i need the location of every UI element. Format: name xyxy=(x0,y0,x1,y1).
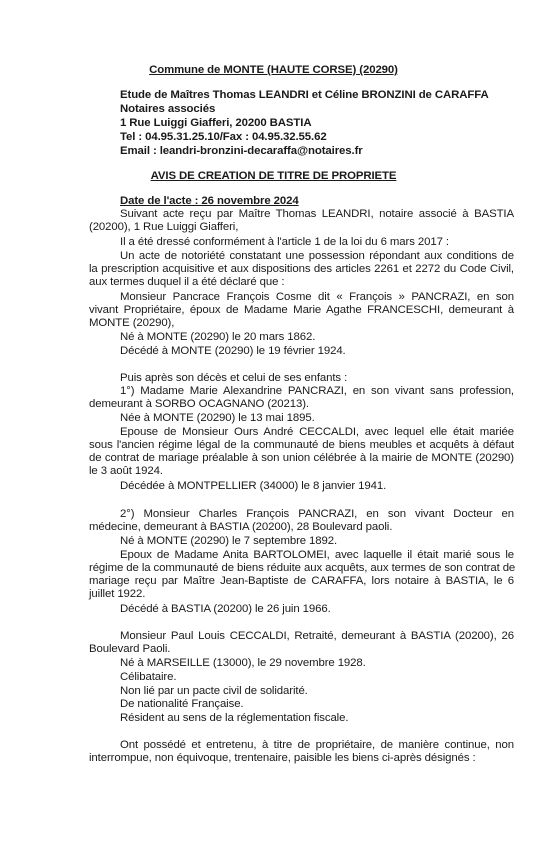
body-line: interrompue, non équivoque, trentenaire, paisible les biens ci-après désignés : xyxy=(89,752,476,764)
tel-fax-line: Tel : 04.95.31.25.10/Fax : 04.95.32.55.62 xyxy=(120,131,327,143)
body-line: demeurant à SORBO OCAGNANO (20213). xyxy=(89,398,309,410)
body-line: Epouse de Monsieur Ours André CECCALDI, avec lequel elle était mariée xyxy=(120,426,514,438)
body-line: Décédée à MONTPELLIER (34000) le 8 janvier 1941. xyxy=(120,480,387,492)
body-line: Célibataire. xyxy=(120,671,177,683)
body-line: Né à MARSEILLE (13000), le 29 novembre 1928. xyxy=(120,657,366,669)
body-line: Née à MONTE (20290) le 13 mai 1895. xyxy=(120,412,315,424)
body-line: Non lié par un pacte civil de solidarité. xyxy=(120,685,308,697)
body-line: Ont possédé et entretenu, à titre de propriétaire, de manière continue, non xyxy=(120,739,514,751)
body-line: sous l'ancien régime légal de la communauté de biens meubles et acquêts à défaut xyxy=(89,439,514,451)
body-line: Puis après son décès et celui de ses enfants : xyxy=(120,372,348,384)
email-line: Email : leandri-bronzini-decaraffa@notaires.fr xyxy=(120,145,363,157)
etude-line: Etude de Maîtres Thomas LEANDRI et Céline BRONZINI de CARAFFA xyxy=(120,89,489,101)
body-line: Né à MONTE (20290) le 20 mars 1862. xyxy=(120,331,316,343)
body-line: Décédé à MONTE (20290) le 19 février 1924. xyxy=(120,345,346,357)
body-line: (20200), 1 Rue Luiggi Giafferi, xyxy=(89,221,239,233)
body-line: Monsieur Paul Louis CECCALDI, Retraité, demeurant à BASTIA (20200), 26 xyxy=(120,630,514,642)
body-line: Né à MONTE (20290) le 7 septembre 1892. xyxy=(120,535,338,547)
body-line: Décédé à BASTIA (20200) le 26 juin 1966. xyxy=(120,603,331,615)
body-line: Boulevard Paoli. xyxy=(89,643,171,655)
body-line: Monsieur Pancrace François Cosme dit « François » PANCRAZI, en son xyxy=(120,291,514,303)
body-line: aux termes duquel il a été déclaré que : xyxy=(89,276,285,288)
body-line: Epoux de Madame Anita BARTOLOMEI, avec laquelle il était marié sous le xyxy=(120,549,514,561)
body-line: vivant Propriétaire, époux de Madame Marie Agathe FRANCESCHI, demeurant à xyxy=(89,304,514,316)
body-line: de contrat de mariage préalable à son union célébrée à la mairie de MONTE (20290) xyxy=(89,452,514,464)
body-line: 2°) Monsieur Charles François PANCRAZI, en son vivant Docteur en xyxy=(120,508,514,520)
notice-title: AVIS DE CREATION DE TITRE DE PROPRIETE xyxy=(150,170,397,182)
body-line: Résident au sens de la réglementation fiscale. xyxy=(120,712,349,724)
body-line: Il a été dressé conformément à l'article 1 de la loi du 6 mars 2017 : xyxy=(120,236,449,248)
body-line: juillet 1922. xyxy=(89,588,146,600)
commune-heading: Commune de MONTE (HAUTE CORSE) (20290) xyxy=(149,64,398,76)
body-line: la prescription acquisitive et aux dispositions des articles 2261 et 2272 du Code Civil, xyxy=(89,263,514,275)
body-line: mariage reçu par Maître Jean-Baptiste de CARAFFA, lors notaire à BASTIA, le 6 xyxy=(89,575,514,587)
body-line: régime de la communauté de biens réduite aux acquêts, aux termes de son contrat de xyxy=(89,562,516,574)
body-line: médecine, demeurant à BASTIA (20200), 28 Boulevard paoli. xyxy=(89,521,393,533)
associes-line: Notaires associés xyxy=(120,103,216,115)
address-line: 1 Rue Luiggi Giafferi, 20200 BASTIA xyxy=(120,117,312,129)
body-line: Suivant acte reçu par Maître Thomas LEANDRI, notaire associé à BASTIA xyxy=(120,208,514,220)
body-line: De nationalité Française. xyxy=(120,698,244,710)
body-line: le 3 août 1924. xyxy=(89,465,163,477)
body-line: MONTE (20290), xyxy=(89,317,175,329)
body-line: 1°) Madame Marie Alexandrine PANCRAZI, en son vivant sans profession, xyxy=(120,385,514,397)
body-line: Un acte de notoriété constatant une possession répondant aux conditions de xyxy=(120,250,514,262)
act-date: Date de l'acte : 26 novembre 2024 xyxy=(120,195,299,207)
